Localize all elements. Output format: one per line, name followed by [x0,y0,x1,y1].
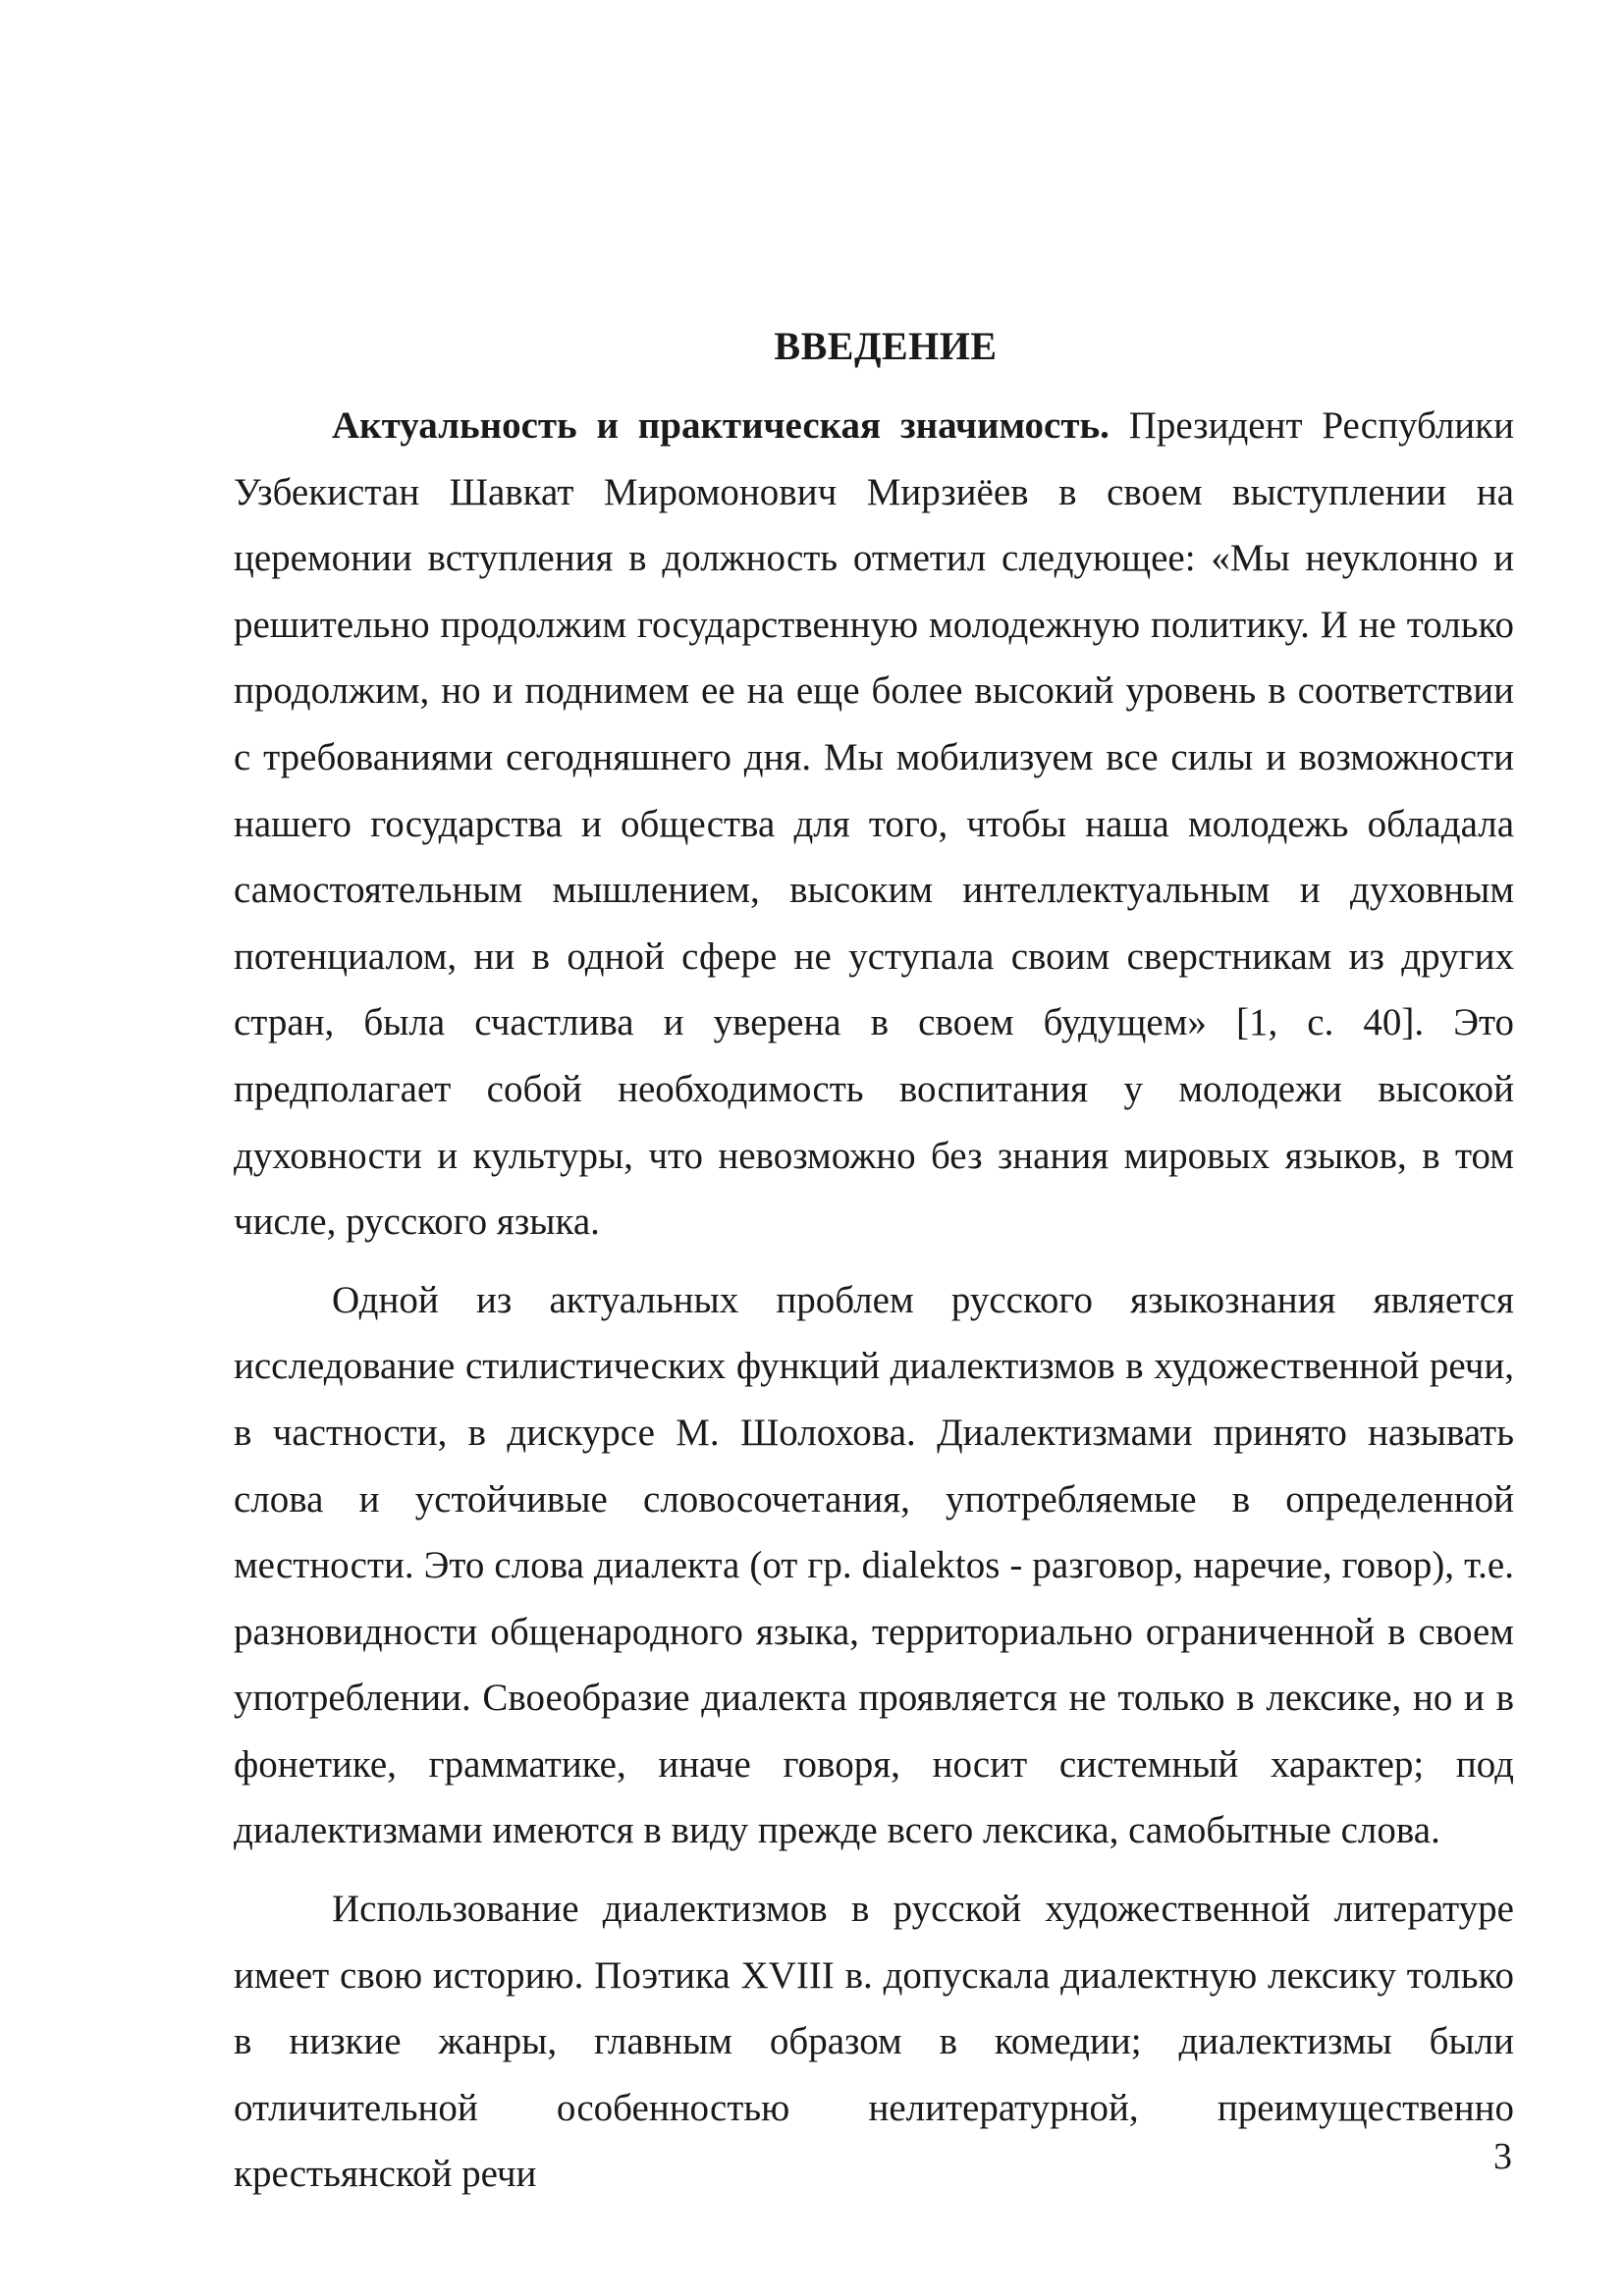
paragraph-history: Использование диалектизмов в русской художественной литературе имеет свою историю. Поэтика XVIII в. допускала диалектную лексику только в низкие жанры, главным образом в комедии; диалектизмы были отличительной особенностью нелитературной, преимущественно крестьянской речи [234,1888,1514,2196]
page-number: 3 [1493,2136,1512,2177]
paragraph-lead: Актуальность и практическая значимость. [332,404,1110,447]
body-text [234,393,1514,2219]
page-title: ВВЕДЕНИЕ [774,324,998,368]
paragraph-relevance [234,393,1514,1255]
paragraph-text: Президент Республики Узбекистан Шавкат Миромонович Мирзиёев в своем выступлении на церемонии вступления в должность отметил следующее: «Мы неуклонно и решительно продолжим государственную молодежную политику. И не только продолжим, но и поднимем ее на еще более высокий уровень в соответствии с требованиями сегодняшнего дня. Мы мобилизуем все силы и возможности нашего государства и общества для того, чтобы наша молодежь обладала самостоятельным мышлением, высоким интеллектуальным и духовным потенциалом, ни в одной сфере не уступала своим сверстникам из других стран, была счастлива и уверена в своем будущем» [1, с. 40]. Это предполагает собой необходимость воспитания у молодежи высокой духовности и культуры, что невозможно без знания мировых языков, в том числе, русского языка. [234,404,1514,1244]
paragraph-dialectisms: Одной из актуальных проблем русского языкознания является исследование стилистических функций диалектизмов в художественной речи, в частности, в дискурсе М. Шолохова. Диалектизмами принято называть слова и устойчивые словосочетания, употребляемые в определенной местности. Это слова диалекта (от гр. dialektos - разговор, наречие, говор), т.е. разновидности общенародного языка, территориально ограниченной в своем употреблении. Своеобразие диалекта проявляется не только в лексике, но и в фонетике, грамматике, иначе говоря, носит системный характер; под диалектизмами имеются в виду прежде всего лексика, самобытные слова. [234,1278,1514,1852]
